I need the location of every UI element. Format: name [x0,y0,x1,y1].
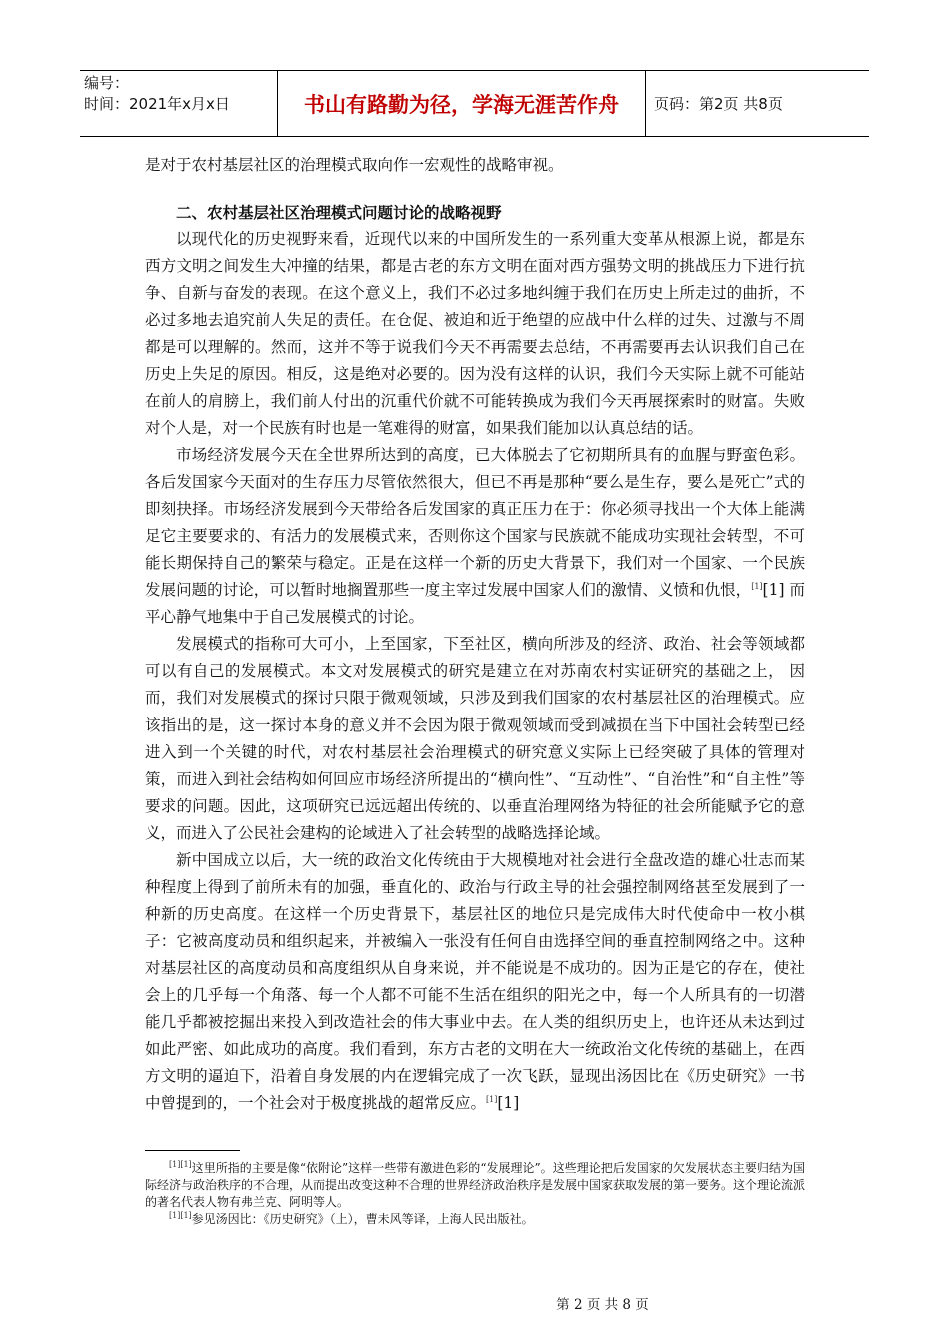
footnote-ref-1[interactable]: [1] [751,581,763,591]
document-date-label: 时间：2021年x月x日 [84,95,230,113]
paragraph-4 [145,847,805,1117]
footnote-1-text: 这里所指的主要是像“依附论”这样一些带有激进色彩的“发展理论”。这些理论把后发国家的欠发展状态主要归结为国际经济与政治秩序的不合理，从而提出改变这种不合理的世界经济政治秩序是发展中国家获取发展的第一要务。这个理论流派的著名代表人物有弗兰克、阿明等人。 [145,1161,806,1209]
footnote-2-text: 参见汤因比：《历史研究》（上），曹未风等译，上海人民出版社。 [191,1212,534,1226]
header-page-label: 页码：第2页 共8页 [654,95,783,113]
citation-1: [1] [762,581,785,599]
document-number-label: 编号： [84,74,130,92]
page-footer [0,1293,950,1313]
header-meta [80,71,278,136]
page-number: 第 2 页 共 8 页 [556,1297,649,1313]
opening-line: 是对于农村基层社区的治理模式取向作一宏观性的战略审视。 [145,156,564,174]
footnote-divider [145,1150,240,1151]
paragraph-2 [145,442,805,631]
paragraph-1: 以现代化的历史视野来看，近现代以来的中国所发生的一系列重大变革从根源上说，都是东西方文明之间发生大冲撞的结果，都是古老的东方文明在面对西方强势文明的挑战压力下进行抗争、自新与奋发的表现。在这个意义上，我们不必过多地纠缠于我们在历史上所走过的曲折，不必过多地去追究前人失足的责任。在仓促、被迫和近于绝望的应战中什么样的过失、过激与不周都是可以理解的。然而，这并不等于说我们今天不再需要去总结，不再需要再去认识我们自己在历史上失足的原因。相反，这是绝对必要的。因为没有这样的认识，我们今天实际上就不可能站在前人的肩膀上，我们前人付出的沉重代价就不可能转换成为我们今天再展探索时的财富。失败对个人是，对一个民族有时也是一笔难得的财富，如果我们能加以认真总结的话。 [145,230,805,437]
section-heading: 二、农村基层社区治理模式问题讨论的战略视野 [176,203,502,222]
footnote-1-mark: [1][1] [169,1160,192,1169]
footnotes [145,1160,805,1228]
citation-2: [1] [497,1094,520,1112]
paragraph-3: 发展模式的指称可大可小，上至国家，下至社区，横向所涉及的经济、政治、社会等领域都可以有自己的发展模式。本文对发展模式的研究是建立在对苏南农村实证研究的基础之上， 因而，我们对发展模式的探讨只限于微观领域，只涉及到我们国家的农村基层社区的治理模式。应该指出的是，这一探讨本身的意义并不会因为限于微观领域而受到减损在当下中国社会转型已经进入到一个关键的时代，对农村基层社会治理模式的研究意义实际上已经突破了具体的管理对策，而进入到社会结构如何回应市场经济所提出的“横向性”、“互动性”、“自治性”和“自主性”等要求的问题。因此，这项研究已远远超出传统的、以垂直治理网络为特征的社会所能赋予它的意义，而进入了公民社会建构的论域进入了社会转型的战略选择论域。 [145,635,805,842]
footnote-1 [145,1160,805,1211]
footnote-2 [145,1211,805,1228]
paragraph-2-text: 市场经济发展今天在全世界所达到的高度，已大体脱去了它初期所具有的血腥与野蛮色彩。各后发国家今天面对的生存压力尽管依然很大，但已不再是那种“要么是生存，要么是死亡”式的即刻抉择。市场经济发展到今天带给各后发国家的真正压力在于：你必须寻找出一个大体上能满足它主要要求的、有活力的发展模式来，否则你这个国家与民族就不能成功实现社会转型，不可能长期保持自己的繁荣与稳定。正是在这样一个新的历史大背景下，我们对一个国家、一个民族发展问题的讨论，可以暂时地搁置那些一度主宰过发展中国家人们的激情、义愤和仇恨， [145,446,805,599]
header-motto: 书山有路勤为径，学海无涯苦作舟 [278,71,646,136]
paragraph-4-text: 新中国成立以后，大一统的政治文化传统由于大规模地对社会进行全盘改造的雄心壮志而某种程度上得到了前所未有的加强，垂直化的、政治与行政主导的社会强控制网络甚至发展到了一种新的历史高度。在这样一个历史背景下，基层社区的地位只是完成伟大时代使命中一枚小棋子：它被高度动员和组织起来，并被编入一张没有任何自由选择空间的垂直控制网络之中。这种对基层社区的高度动员和高度组织从自身来说，并不能说是不成功的。因为正是它的存在，使社会上的几乎每一个角落、每一个人都不可能不生活在组织的阳光之中，每一个人所具有的一切潜能几乎都被挖掘出来投入到改造社会的伟大事业中去。在人类的组织历史上，也许还从未达到过如此严密、如此成功的高度。我们看到，东方古老的文明在大一统政治文化传统的基础上，在西方文明的逼迫下，沿着自身发展的内在逻辑完成了一次飞跃，显现出汤因比在《历史研究》一书中曾提到的，一个社会对于极度挑战的超常反应。 [145,851,805,1112]
footnote-ref-2[interactable]: [1] [486,1094,498,1104]
footnote-2-mark: [1][1] [169,1211,192,1220]
document-body [145,148,805,1117]
paragraph-2-tail: 而平心静气地集中于自己发展模式的讨论。 [145,581,805,626]
page-header [80,70,869,137]
